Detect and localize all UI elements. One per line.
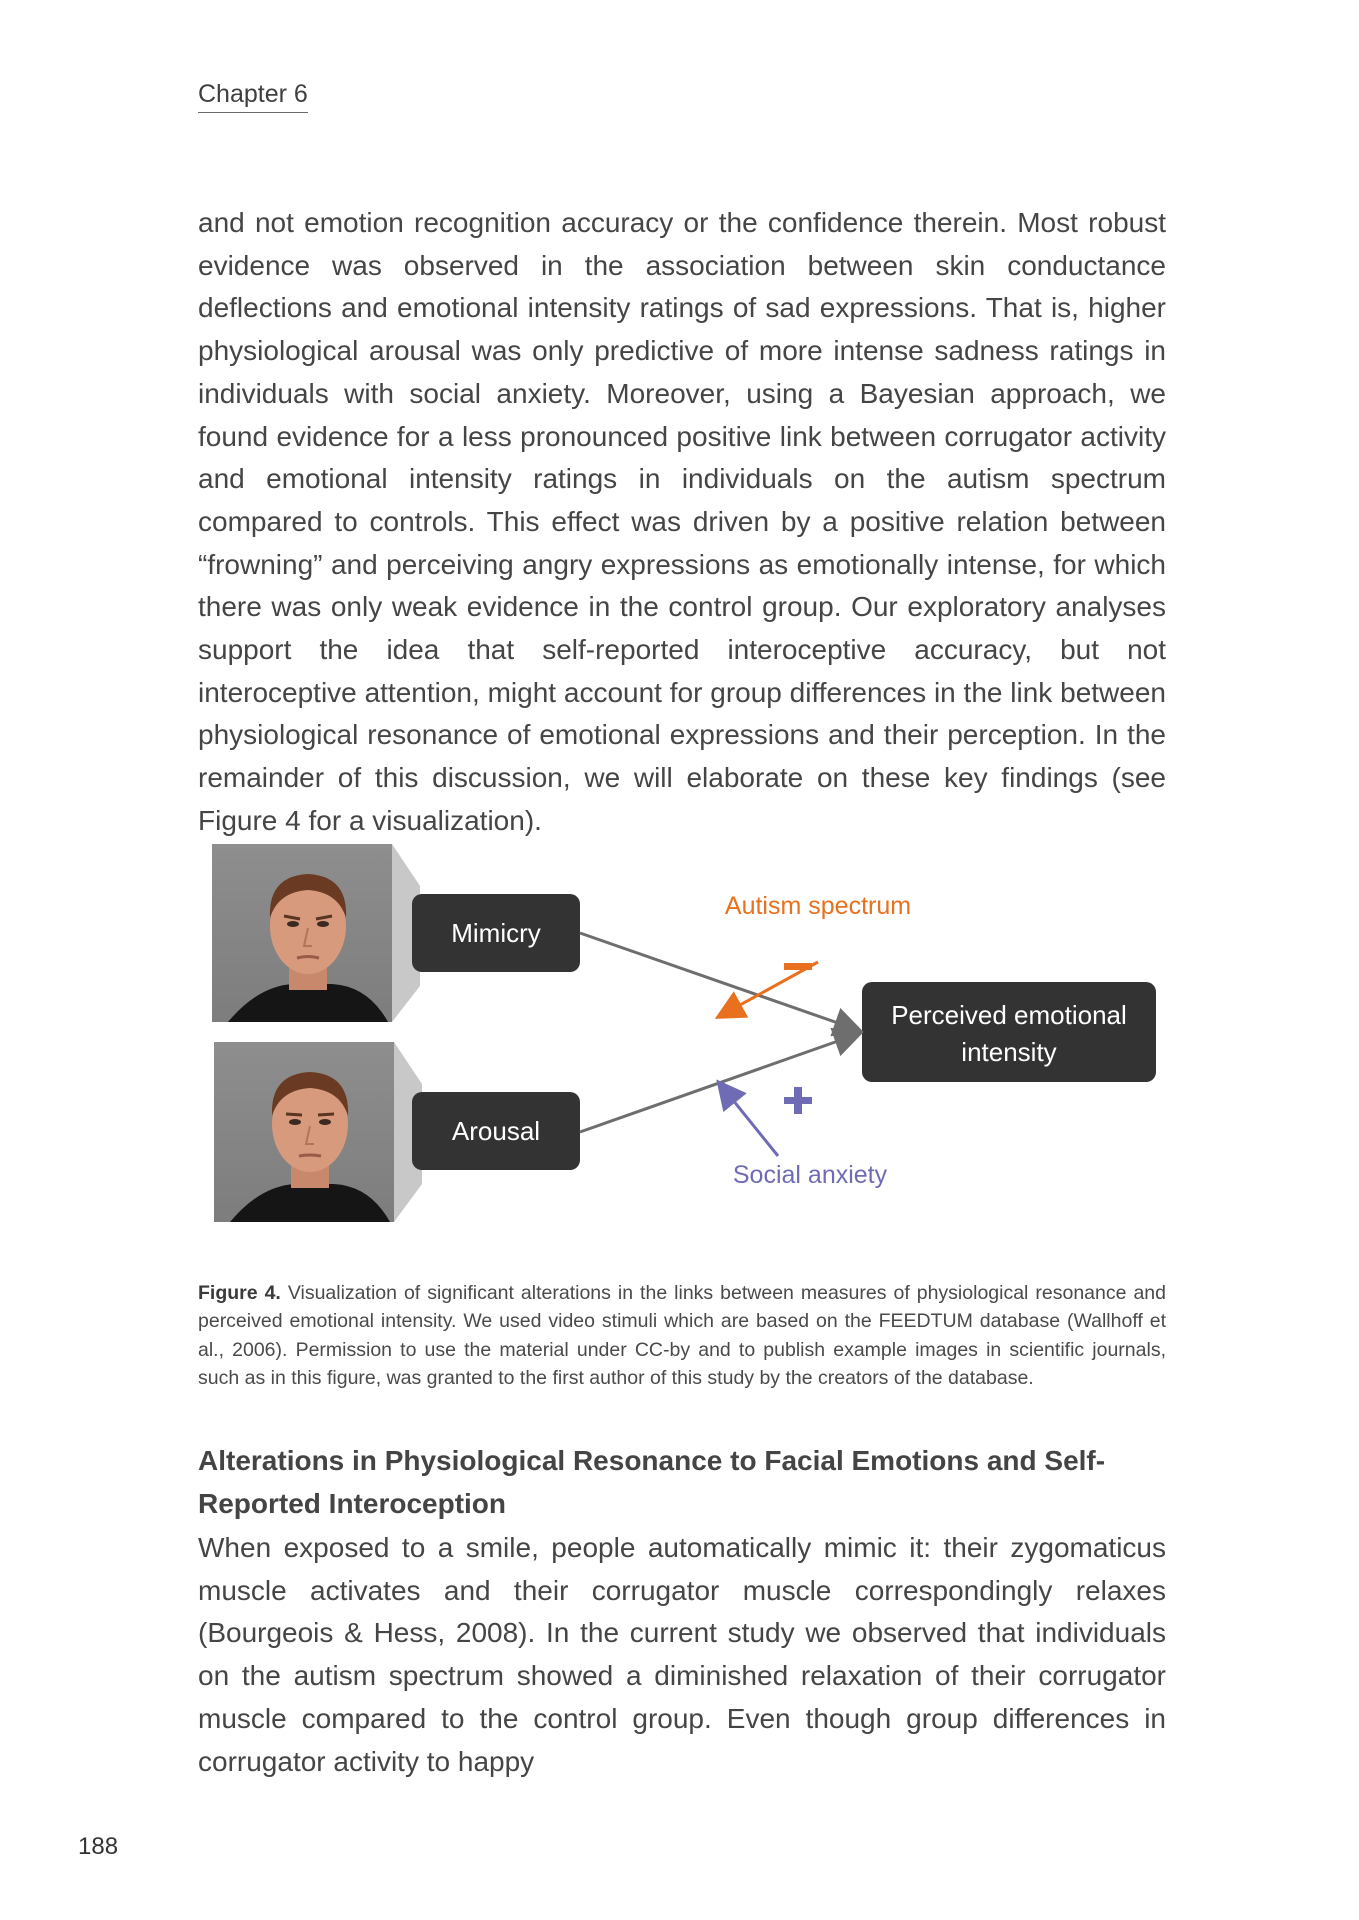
chapter-header: Chapter 6 — [198, 80, 308, 113]
page-number: 188 — [78, 1833, 119, 1860]
moderator-social-arrow — [720, 1084, 778, 1156]
moderator-autism-label: Autism spectrum — [724, 892, 912, 920]
minus-sign-icon — [784, 963, 812, 970]
outcome-label-line2: intensity — [961, 1037, 1057, 1067]
plus-sign-icon — [784, 1087, 812, 1114]
moderator-autism-arrow — [720, 962, 818, 1016]
section-heading: Alterations in Physiological Resonance to Facial Emotions and Self-Reported Interoception — [198, 1445, 1106, 1519]
figure-caption — [198, 1279, 1166, 1392]
face-photo-arousal — [214, 1042, 422, 1222]
figure-diagram — [198, 836, 1166, 1236]
arousal-label: Arousal — [451, 1116, 541, 1146]
figure-4 — [198, 836, 1166, 1236]
arousal-to-outcome-arrow — [580, 1034, 858, 1132]
moderator-social-label: Social anxiety — [732, 1161, 888, 1189]
figure-caption-text: Visualization of significant alterations in the links between measures of physiological resonance and perceived emotional intensity. We used video stimuli which are based on the FEEDTUM database (Wallhoff et al., 2006). Permission to use the material under CC-by and to publish example images in scientific journals, such as in this figure, was granted to the first author of this study by the creators of the database. — [198, 1282, 1166, 1389]
mimicry-to-outcome-arrow — [580, 933, 858, 1030]
outcome-label-line1: Perceived emotional — [891, 1000, 1127, 1030]
intro-paragraph: and not emotion recognition accuracy or the confidence therein. Most robust evidence was observed in the association between skin conductance deflections and emotional intensity ratings of sad expressions. That is, higher physiological arousal was only predictive of more intense sadness ratings in individuals with social anxiety. Moreover, using a Bayesian approach, we found evidence for a less pronounced positive link between corrugator activity and emotional intensity ratings in individuals on the autism spectrum compared to controls. This effect was driven by a positive relation between “frowning” and perceiving angry expressions as emotionally intense, for which there was only weak evidence in the control group. Our exploratory analyses support the idea that self-reported interoceptive accuracy, but not interoceptive attention, might account for group differences in the link between physiological resonance of emotional expressions and their perception. In the remainder of this discussion, we will elaborate on these key findings (see Figure 4 for a visualization). — [198, 207, 1166, 836]
mimicry-label: Mimicry — [451, 918, 541, 948]
outcome-box — [862, 982, 1156, 1082]
section-paragraph: When exposed to a smile, people automatically mimic it: their zygomaticus muscle activates and their corrugator muscle correspondingly relaxes (Bourgeois & Hess, 2008). In the current study we observed that individuals on the autism spectrum showed a diminished relaxation of their corrugator muscle compared to the control group. Even though group differences in corrugator activity to happy — [198, 1532, 1166, 1777]
figure-caption-label: Figure 4. — [198, 1282, 281, 1304]
face-photo-mimicry — [212, 844, 420, 1022]
